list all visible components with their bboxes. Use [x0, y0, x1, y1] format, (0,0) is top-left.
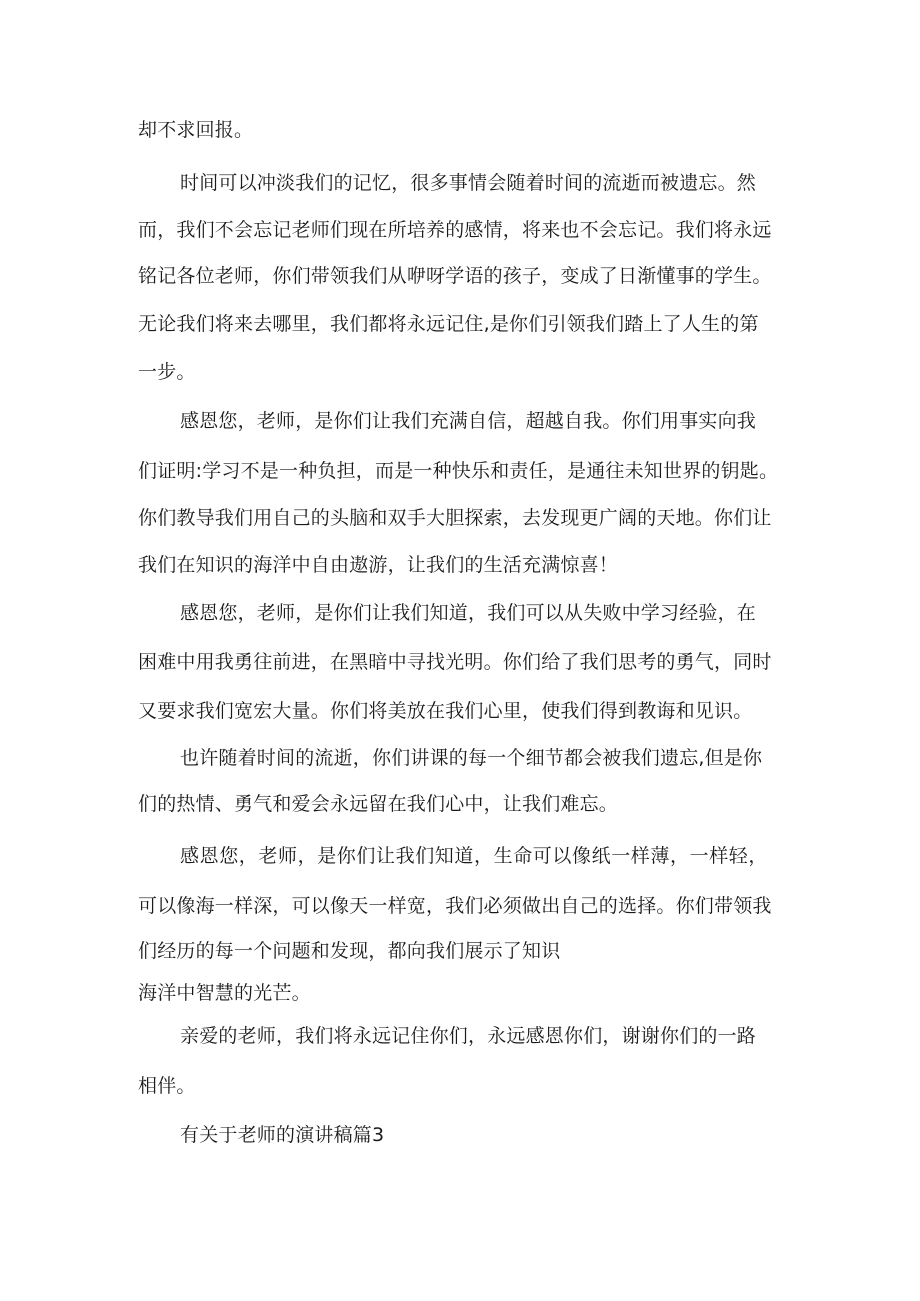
section-heading: 有关于老师的演讲稿篇3 — [180, 1124, 385, 1146]
text-line: 而，我们不会忘记老师们现在所培养的感情，将来也不会忘记。我们将永远 — [138, 219, 772, 241]
text-line: 们经历的每一个问题和发现，都向我们展示了知识 — [138, 940, 561, 962]
text-line: 海洋中智慧的光芒。 — [138, 982, 311, 1004]
text-line: 相伴。 — [138, 1075, 196, 1097]
text-line: 亲爱的老师，我们将永远记住你们，永远感恩你们，谢谢你们的一路 — [180, 1025, 757, 1047]
text-line: 铭记各位老师，你们带领我们从咿呀学语的孩子，变成了日渐懂事的学生。 — [138, 265, 772, 287]
text-line: 无论我们将来去哪里，我们都将永远记住,是你们引领我们踏上了人生的第 — [138, 313, 759, 335]
text-line: 你们教导我们用自己的头脑和双手大胆探索，去发现更广阔的天地。你们让 — [138, 507, 772, 529]
text-line: 可以像海一样深，可以像天一样宽，我们必须做出自己的选择。你们带领我 — [138, 895, 772, 917]
text-line: 感恩您，老师，是你们让我们充满自信，超越自我。你们用事实向我 — [180, 410, 757, 432]
text-line: 们证明:学习不是一种负担，而是一种快乐和责任，是通往未知世界的钥匙。 — [138, 460, 779, 482]
text-line: 们的热情、勇气和爱会永远留在我们心中，让我们难忘。 — [138, 793, 619, 815]
text-line: 又要求我们宽宏大量。你们将美放在我们心里，使我们得到教诲和见识。 — [138, 700, 753, 722]
text-line: 困难中用我勇往前进，在黑暗中寻找光明。你们给了我们思考的勇气，同时 — [138, 651, 772, 673]
text-line: 时间可以冲淡我们的记忆，很多事情会随着时间的流逝而被遗忘。然 — [180, 172, 757, 194]
text-line: 也许随着时间的流逝，你们讲课的每一个细节都会被我们遗忘,但是你 — [180, 747, 763, 769]
text-line: 感恩您，老师，是你们让我们知道，生命可以像纸一样薄，一样轻， — [180, 845, 769, 867]
text-line: 我们在知识的海洋中自由遨游，让我们的生活充满惊喜！ — [138, 554, 619, 576]
text-line: 感恩您，老师，是你们让我们知道，我们可以从失败中学习经验，在 — [180, 602, 757, 624]
text-line: 却不求回报。 — [138, 119, 254, 141]
text-line: 一步。 — [138, 361, 196, 383]
